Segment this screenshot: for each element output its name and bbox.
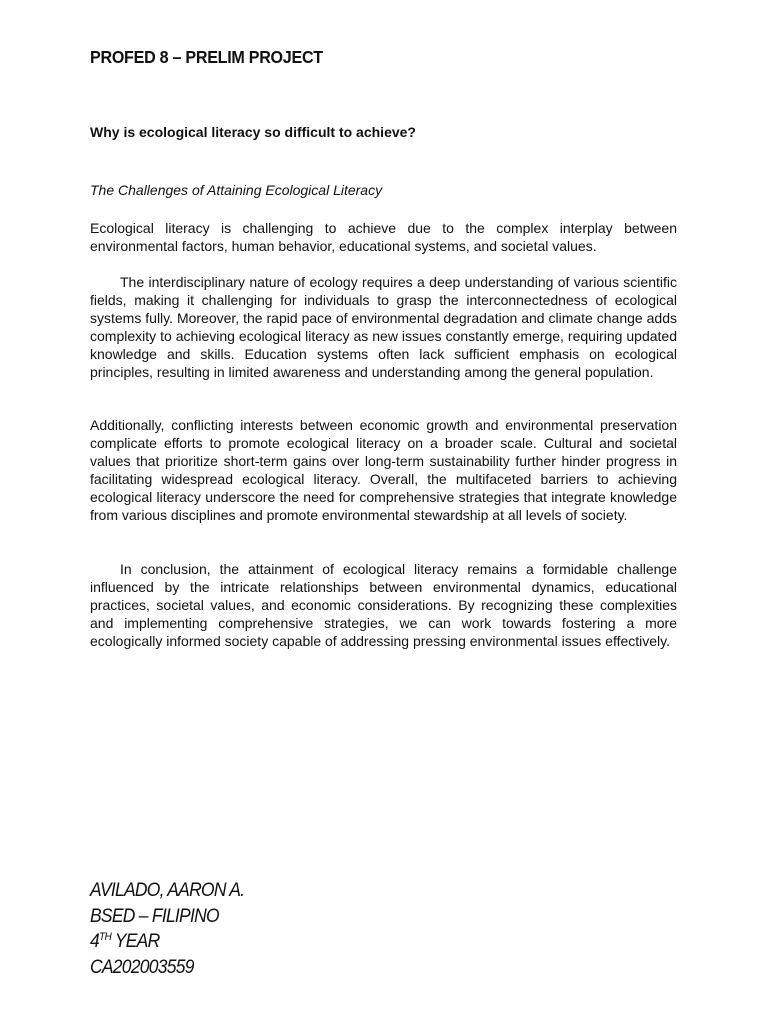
author-course: BSED – FILIPINO — [90, 905, 219, 927]
paragraph-2: The interdisciplinary nature of ecology requires a deep understanding of various scientific fields, making it challenging for individuals to grasp the interconnectedness of ecological systems fully. Moreover, the rapid pace of environmental degradation and climate change adds complexity to achieving ecological literacy as new issues constantly emerge, requiring updated knowledge and skills. Education systems often lack sufficient emphasis on ecological principles, resulting in limited awareness and understanding among the general population. — [90, 274, 677, 380]
paragraph-3: Additionally, conflicting interests between economic growth and environmental preservation complicate efforts to promote ecological literacy on a broader scale. Cultural and societal values that prioritize short-term gains over long-term sustainability further hinder progress in facilitating widespread ecological literacy. Overall, the multifaceted barriers to achieving ecological literacy underscore the need for comprehensive strategies that integrate knowledge from various disciplines and promote environmental stewardship at all levels of society. — [90, 417, 677, 523]
essay-question: Why is ecological literacy so difficult to achieve? — [90, 124, 416, 140]
paragraph-4: In conclusion, the attainment of ecological literacy remains a formidable challenge influenced by the intricate relationships between environmental dynamics, educational practices, societal values, and economic considerations. By recognizing these complexities and implementing comprehensive strategies, we can work towards fostering a more ecologically informed society capable of addressing pressing environmental issues effectively. — [90, 561, 677, 649]
author-block — [90, 878, 244, 980]
document-title: PROFED 8 – PRELIM PROJECT — [90, 47, 323, 67]
essay-subtitle: The Challenges of Attaining Ecological Literacy — [90, 182, 383, 198]
year-number: 4 — [90, 931, 99, 952]
student-id: CA202003559 — [90, 956, 194, 978]
author-year — [90, 929, 244, 955]
paragraph-1: Ecological literacy is challenging to achieve due to the complex interplay between environmental factors, human behavior, educational systems, and societal values. — [90, 220, 677, 254]
year-word: YEAR — [111, 931, 160, 952]
year-suffix: TH — [98, 931, 112, 943]
author-name: AVILADO, AARON A. — [90, 880, 245, 901]
